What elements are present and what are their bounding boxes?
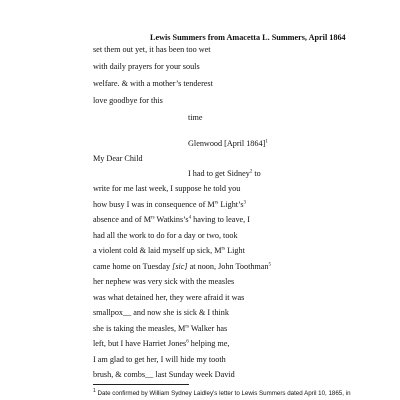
letter-line — [188, 169, 261, 178]
line-text-tail: Watkins’s — [154, 215, 189, 224]
footnote-marker: 1 — [93, 387, 96, 394]
footnote-ref: 5 — [268, 262, 272, 268]
line-text: brush, & combs__ last Sunday week David — [93, 370, 235, 379]
line-text: had all the work to do for a day or two, took — [93, 231, 238, 240]
line-text: I had to get Sidney — [188, 169, 250, 178]
line-superscript: 2 — [249, 169, 253, 175]
line-text-tail: helping me, — [188, 339, 230, 348]
letter-line — [93, 200, 246, 209]
footnote-text: Date confirmed by William Sydney Laidley’s letter to Lewis Summers dated April 10, 1865, in — [95, 390, 351, 397]
letter-line — [93, 293, 244, 302]
line-text: time — [188, 113, 203, 122]
letter-line — [93, 370, 235, 379]
letter-line — [93, 277, 234, 286]
line-text: came home on Tuesday — [93, 262, 173, 271]
letter-line — [93, 355, 226, 364]
line-text: she is taking the measles, M — [93, 324, 186, 333]
line-superscript: rs — [221, 246, 226, 252]
line-text: a violent cold & laid myself up sick, M — [93, 246, 222, 255]
line-text: set them out yet, it has been too wet — [93, 45, 211, 54]
letter-line — [93, 246, 245, 255]
letter-line — [188, 139, 268, 148]
line-superscript: rs — [150, 215, 155, 221]
line-superscript: rs — [185, 324, 189, 330]
line-text: write for me last week, I suppose he told you — [93, 184, 241, 193]
line-text: her nephew was very sick with the measles — [93, 277, 235, 286]
footnote-rule — [93, 384, 189, 385]
letter-line — [93, 308, 229, 317]
letter-line — [93, 79, 213, 88]
line-text: how busy I was in consequence of M — [93, 200, 215, 209]
line-text: smallpox__ and now she is sick & I think — [93, 308, 229, 317]
letter-line — [93, 96, 163, 105]
footnote — [93, 387, 351, 397]
line-text: love goodbye for this — [93, 96, 163, 105]
line-text: was what detained her, they were afraid it was — [93, 293, 245, 302]
letter-header: Lewis Summers from Amacetta L. Summers, April 1864 — [150, 33, 346, 42]
letter-line — [93, 215, 250, 224]
footnote-ref: 4 — [188, 215, 192, 221]
letter-line — [93, 184, 240, 193]
line-superscript: 1 — [265, 139, 268, 145]
line-text: I am glad to get her, I will hide my tooth — [93, 355, 226, 364]
line-italic: [sic] — [172, 262, 188, 271]
letter-line — [93, 324, 227, 333]
letter-line — [93, 45, 211, 54]
line-text-tail: Light — [225, 246, 245, 255]
line-text-tail: to — [252, 169, 261, 178]
line-text: with daily prayers for your souls — [93, 62, 200, 71]
line-text-tail: having to leave, I — [191, 215, 250, 224]
letter-line — [188, 113, 203, 122]
line-text-tail: Walker has — [188, 324, 228, 333]
letter-line — [93, 154, 143, 163]
letter-line — [93, 62, 200, 71]
letter-line — [93, 339, 229, 348]
letter-line — [93, 262, 271, 271]
line-superscript: rs — [214, 200, 219, 206]
letter-line — [93, 231, 238, 240]
line-text: Glenwood [April 1864] — [188, 139, 266, 148]
line-superscript: 6 — [186, 339, 189, 345]
line-text: left, but I have Harriet Jones — [93, 339, 187, 348]
line-text-tail: at noon, John Toothman — [187, 262, 269, 271]
line-text: welfare. & with a mother’s tenderest — [93, 79, 213, 88]
line-text: absence and of M — [93, 215, 151, 224]
line-text-tail: Light’s — [218, 200, 244, 209]
footnote-ref: 3 — [243, 200, 247, 206]
line-text: My Dear Child — [93, 154, 143, 163]
